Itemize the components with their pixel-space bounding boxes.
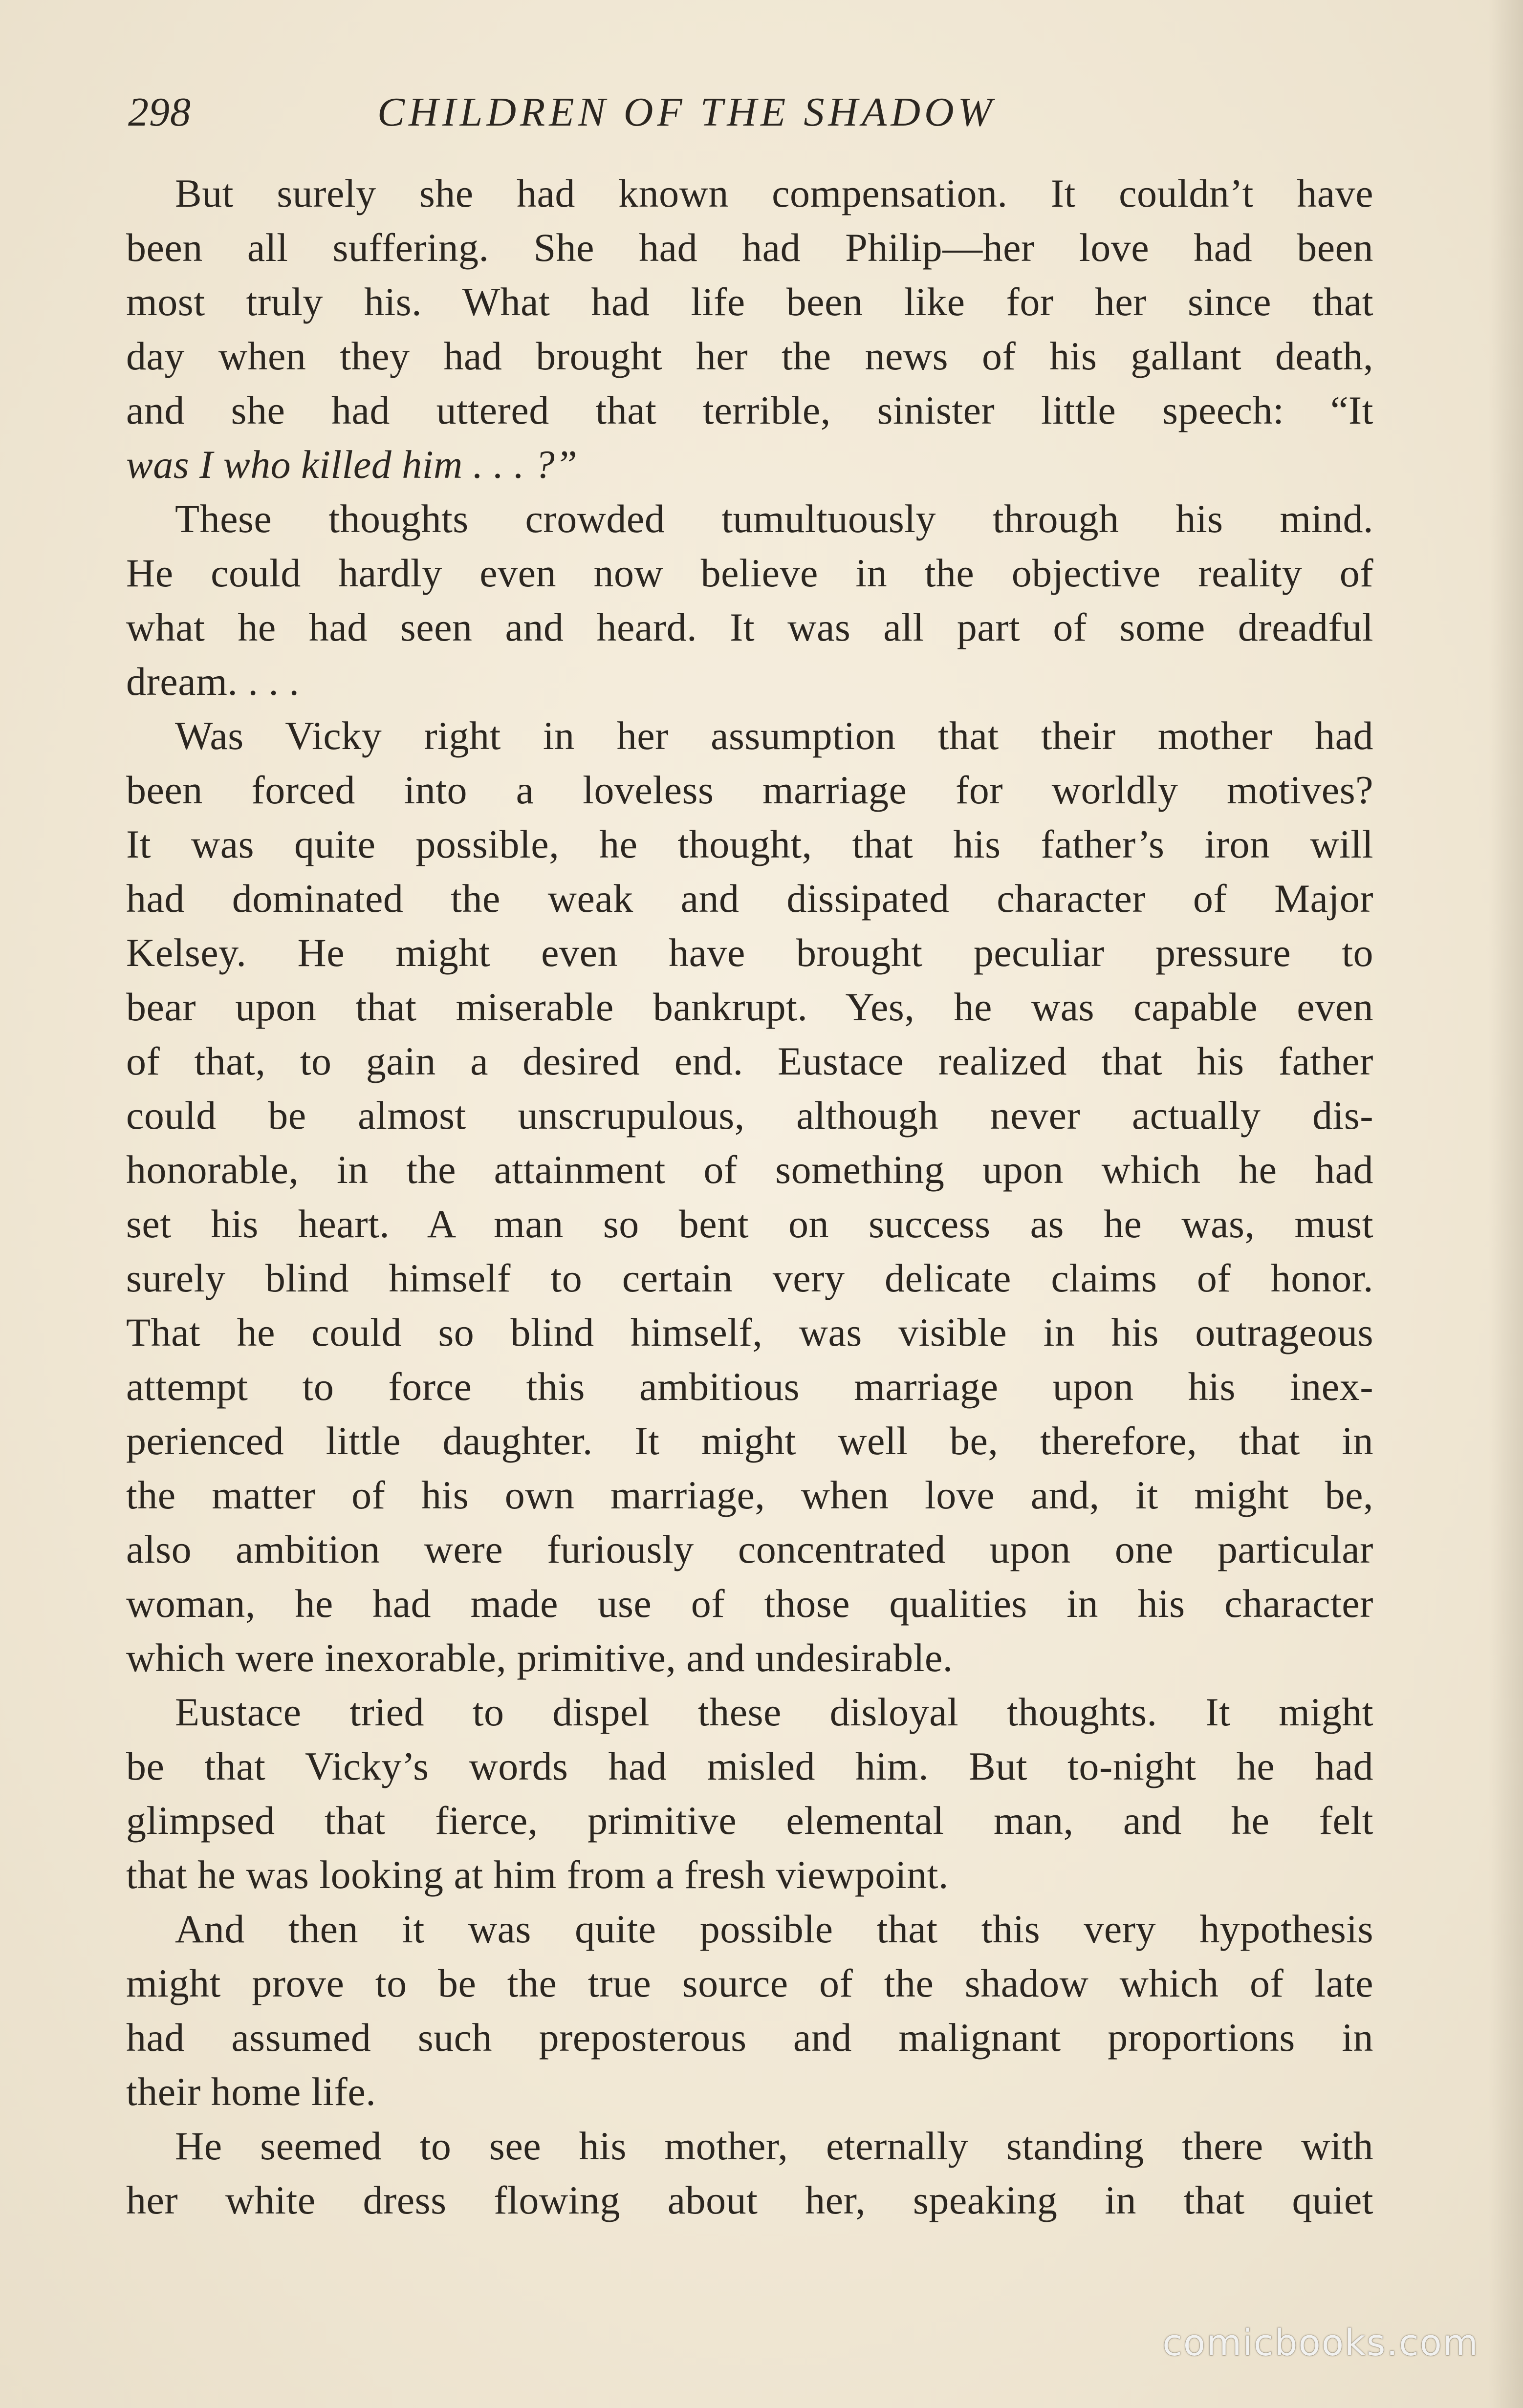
text-line: Eustace tried to dispel these disloyal thoughts. It might [175, 1690, 1373, 1734]
text-line: might prove to be the true source of the shadow which of late [126, 1961, 1373, 2005]
running-head: CHILDREN OF THE SHADOW [377, 89, 996, 135]
text-line: Kelsey. He might even have brought peculiar pressure to [126, 930, 1373, 975]
text-line: the matter of his own marriage, when love and, it might be, [126, 1473, 1373, 1517]
text-line: had assumed such preposterous and malignant proportions in [126, 2015, 1373, 2060]
body-text [126, 166, 1373, 2227]
text-line: what he had seen and heard. It was all part of some dreadful [126, 605, 1373, 649]
text-line: And then it was quite possible that this very hypothesis [175, 1907, 1373, 1951]
text-line: most truly his. What had life been like for her since that [126, 280, 1373, 324]
text-line: was I who killed him . . . ?” [126, 442, 578, 487]
text-line: bear upon that miserable bankrupt. Yes, he was capable even [126, 985, 1373, 1029]
text-line: her white dress flowing about her, speaking in that quiet [126, 2178, 1373, 2222]
text-line: perienced little daughter. It might well be, therefore, that in [126, 1419, 1373, 1463]
text-line: which were inexorable, primitive, and undesirable. [126, 1635, 953, 1680]
text-line: and she had uttered that terrible, sinister little speech: “It [126, 388, 1373, 432]
text-line: dream. . . . [126, 659, 300, 704]
page-number: 298 [128, 89, 191, 135]
text-line: These thoughts crowded tumultuously through his mind. [175, 496, 1373, 541]
page-edge-shadow [1489, 0, 1523, 2408]
text-line: been all suffering. She had had Philip—her love had been [126, 225, 1373, 270]
text-line: But surely she had known compensation. It couldn’t have [175, 171, 1373, 215]
text-line: had dominated the weak and dissipated character of Major [126, 876, 1373, 921]
text-line: honorable, in the attainment of something upon which he had [126, 1147, 1373, 1192]
text-line: could be almost unscrupulous, although never actually dis- [126, 1093, 1373, 1138]
text-line: of that, to gain a desired end. Eustace realized that his father [126, 1039, 1373, 1083]
text-line: Was Vicky right in her assumption that their mother had [175, 713, 1373, 758]
watermark: comicbooks.com [1162, 2322, 1479, 2364]
text-line: been forced into a loveless marriage for worldly motives? [126, 768, 1373, 812]
page-header [128, 83, 1370, 142]
text-line: It was quite possible, he thought, that his father’s iron will [126, 822, 1373, 866]
text-line: also ambition were furiously concentrated upon one particular [126, 1527, 1373, 1571]
text-line: woman, he had made use of those qualities in his character [126, 1581, 1373, 1626]
text-line: glimpsed that fierce, primitive elemental man, and he felt [126, 1798, 1373, 1843]
text-line: surely blind himself to certain very delicate claims of honor. [126, 1256, 1373, 1300]
text-line: day when they had brought her the news of his gallant death, [126, 334, 1373, 378]
text-line: be that Vicky’s words had misled him. But to-night he had [126, 1744, 1373, 1788]
text-line: attempt to force this ambitious marriage upon his inex- [126, 1364, 1373, 1409]
text-line: That he could so blind himself, was visible in his outrageous [126, 1310, 1373, 1354]
text-line: that he was looking at him from a fresh viewpoint. [126, 1852, 949, 1897]
text-line: set his heart. A man so bent on success as he was, must [126, 1202, 1373, 1246]
text-line: He could hardly even now believe in the objective reality of [126, 551, 1373, 595]
text-line: their home life. [126, 2069, 376, 2114]
text-line: He seemed to see his mother, eternally standing there with [175, 2124, 1373, 2168]
